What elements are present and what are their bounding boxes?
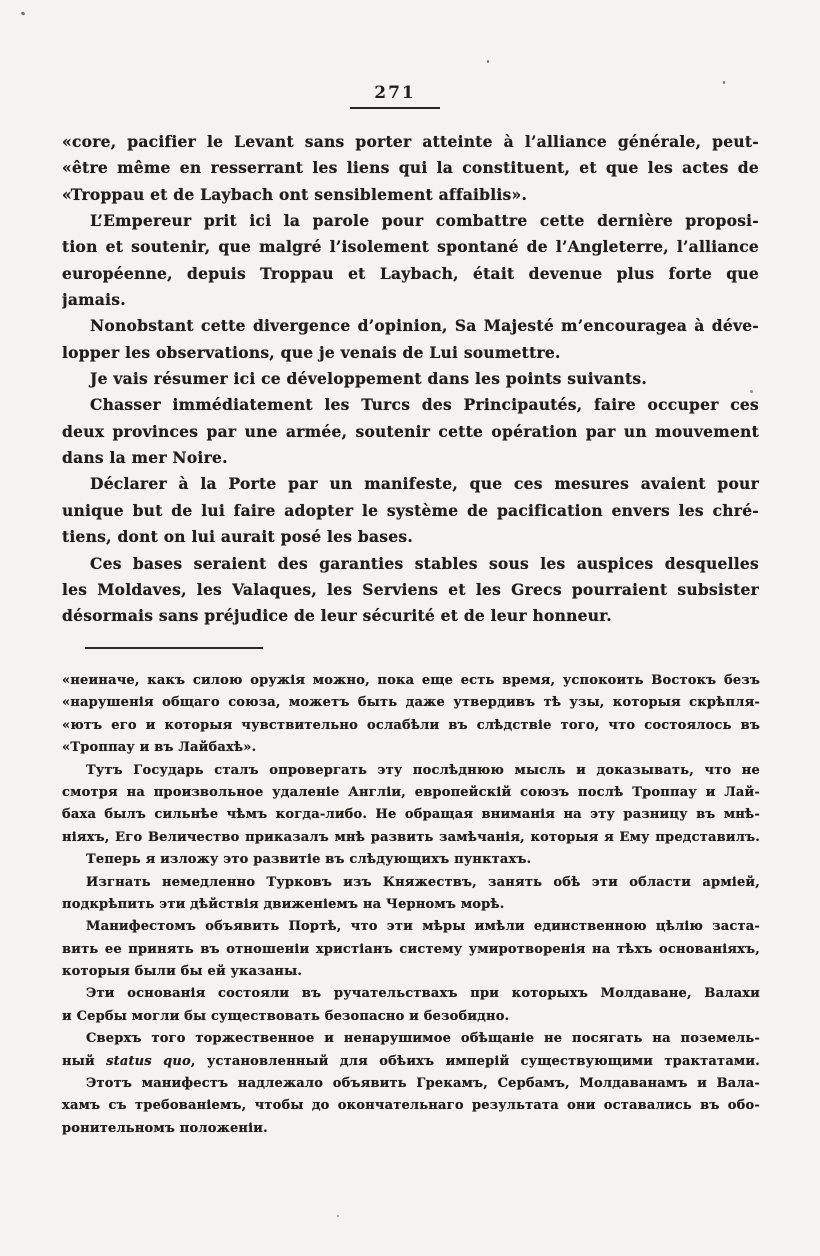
text-line: européenne, depuis Troppau et Laybach, était devenue plus forte que (62, 263, 759, 283)
scan-speck (487, 60, 489, 63)
text-line: Nonobstant cette divergence d’opinion, Sa Majesté m’encouragea à déve- (90, 316, 759, 336)
text-line: lopper les observations, que je venais de Lui soumettre. (62, 342, 561, 362)
text-line: вить ее принять въ отношеніи христіанъ систему умиротворенія на тѣхъ основаніяхъ, (62, 941, 760, 957)
text-line: «неиначе, какъ силою оружія можно, пока еще есть время, успокоить Востокъ безъ (62, 673, 760, 688)
page-number-rule (350, 107, 440, 109)
text-line: которыя были бы ей указаны. (62, 964, 303, 980)
text-line: «core, pacifier le Levant sans porter atteinte à l’alliance générale, peut- (62, 132, 759, 151)
text-line: баха былъ сильнѣе чѣмъ когда-либо. Не обращая вниманія на эту разницу въ мнѣ- (62, 807, 760, 823)
text-line: les Moldaves, les Valaques, les Serviens et les Grecs pourraient subsister (62, 579, 759, 599)
text-line: хамъ съ требованіемъ, чтобы до окончательнаго результата они оставались въ обо- (62, 1098, 760, 1114)
text-line: «Троппау и въ Лайбахѣ». (62, 740, 257, 756)
text-line: Теперь я изложу это развитіе въ слѣдующихъ пунктахъ. (86, 852, 532, 868)
text-line: ніяхъ, Его Величество приказалъ мнѣ развить замѣчанія, которыя я Ему представилъ. (62, 829, 760, 845)
text-line: и Сербы могли бы существовать безопасно и безобидно. (62, 1008, 510, 1024)
text-line: «Troppau et de Laybach ont sensiblement affaiblis». (62, 184, 528, 204)
text-line: ный status quo, установленный для обѣихъ имперій существующими трактатами. (62, 1053, 760, 1069)
text-line: Тутъ Государь сталъ опровергать эту послѣднюю мысль и доказывать, что не (86, 762, 760, 778)
text-line: «être même en resserrant les liens qui la constituent, et que les actes de (62, 158, 759, 178)
scan-speck (723, 81, 725, 84)
text-line: ронительномъ положеніи. (62, 1120, 268, 1136)
text-line: deux provinces par une armée, soutenir cette opération par un mouvement (62, 421, 759, 441)
text-line: tion et soutenir, que malgré l’isolement spontané de l’Angleterre, l’alliance (62, 237, 759, 257)
page-number: 271 (374, 83, 416, 103)
scan-speck (337, 1215, 339, 1217)
text-line: Je vais résumer ici ce développement dans les points suivants. (90, 369, 647, 389)
text-line: dans la mer Noire. (62, 448, 228, 468)
french-passage (62, 129, 759, 630)
text-line: unique but de lui faire adopter le système de pacification envers les chré- (62, 500, 759, 520)
text-line: Сверхъ того торжественное и ненарушимое обѣщаніе не посягать на поземель- (86, 1031, 760, 1047)
text-line: Манифестомъ объявить Портѣ, что эти мѣры имѣли единственною цѣлію заста- (86, 919, 760, 935)
text-line: смотря на произвольное удаленіе Англіи, европейскій союзъ послѣ Троппау и Лай- (62, 784, 760, 800)
text-line: подкрѣпить эти дѣйствія движеніемъ на Черномъ морѣ. (62, 896, 505, 912)
text-line: Chasser immédiatement les Turcs des Principautés, faire occuper ces (90, 395, 759, 415)
text-line: «ютъ его и которыя чувствительно ослабѣли въ слѣдствіе того, что состоялось въ (62, 717, 760, 733)
text-line: jamais. (62, 290, 126, 310)
footnote-separator-rule (85, 647, 263, 649)
text-line: Этотъ манифестъ надлежало объявить Грекамъ, Сербамъ, Молдаванамъ и Вала- (86, 1076, 760, 1092)
text-line: L’Empereur prit ici la parole pour combattre cette dernière proposi- (90, 211, 759, 231)
text-line: tiens, dont on lui aurait posé les bases. (62, 527, 413, 547)
text-line: «нарушенія общаго союза, можетъ быть даже утвердивъ тѣ узы, которыя скрѣпля- (62, 695, 760, 711)
text-line: Déclarer à la Porte par un manifeste, que ces mesures avaient pour (90, 474, 759, 494)
scan-speck (750, 390, 753, 393)
russian-footnote-passage (62, 670, 760, 1140)
text-line: désormais sans préjudice de leur sécurité et de leur honneur. (62, 606, 612, 626)
text-line: Ces bases seraient des garanties stables sous les auspices desquelles (90, 553, 759, 573)
scan-speck (21, 11, 26, 16)
text-line: Эти основанія состояли въ ручательствахъ при которыхъ Молдаване, Валахи (86, 986, 760, 1002)
text-line: Изгнать немедленно Турковъ изъ Княжествъ, занять обѣ эти области арміей, (86, 874, 760, 890)
